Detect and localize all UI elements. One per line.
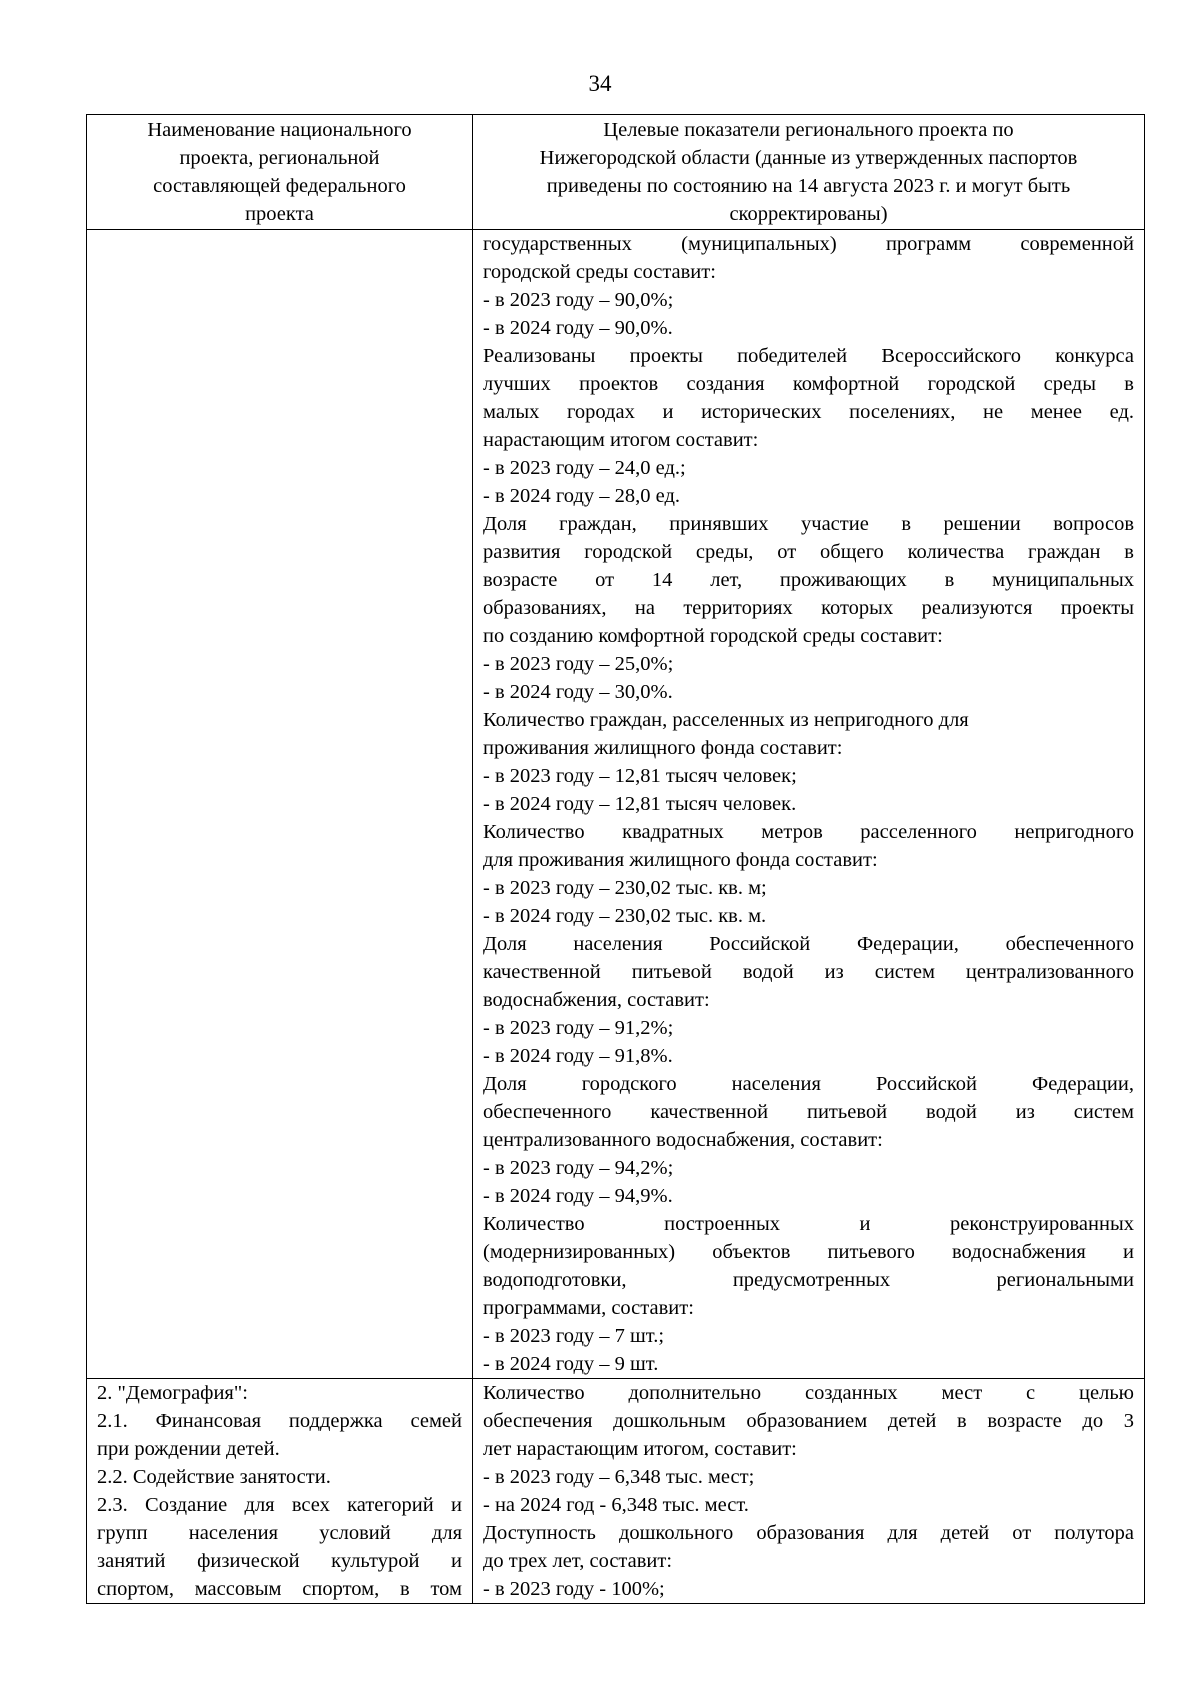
text-line: обеспечения дошкольным образованием детей в возрасте до 3 [483, 1410, 1134, 1432]
indicators-table [86, 114, 1145, 1604]
header-line: составляющей федерального [153, 175, 406, 197]
text-line: Количество дополнительно созданных мест с целью [483, 1382, 1134, 1404]
header-line: приведены по состоянию на 14 августа 2023 г. и могут быть [546, 175, 1071, 197]
text-line: возрасте от 14 лет, проживающих в муниципальных [483, 569, 1134, 591]
text-line: малых городах и исторических поселениях, не менее ед. [483, 401, 1134, 423]
text-line: - на 2024 год - 6,348 тыс. мест. [483, 1494, 749, 1516]
text-line: Реализованы проекты победителей Всероссийского конкурса [483, 345, 1134, 367]
text-line: централизованного водоснабжения, составит: [483, 1129, 883, 1151]
header-line: Нижегородской области (данные из утвержденных паспортов [539, 147, 1078, 169]
text-line: - в 2023 году – 6,348 тыс. мест; [483, 1466, 755, 1488]
text-line: спортом, массовым спортом, в том [97, 1578, 462, 1600]
text-line: - в 2024 году – 94,9%. [483, 1185, 673, 1207]
text-line: - в 2024 году – 12,81 тысяч человек. [483, 793, 797, 815]
header-line: Целевые показатели регионального проекта по [603, 119, 1014, 141]
row2-project-cell [87, 1379, 473, 1604]
header-national-project [87, 115, 473, 230]
text-line: (модернизированных) объектов питьевого водоснабжения и [483, 1241, 1134, 1263]
text-line: при рождении детей. [97, 1438, 280, 1460]
text-line: Доля населения Российской Федерации, обеспеченного [483, 933, 1134, 955]
text-line: - в 2023 году – 230,02 тыс. кв. м; [483, 877, 767, 899]
text-line: Доступность дошкольного образования для детей от полутора [483, 1522, 1134, 1544]
text-line: по созданию комфортной городской среды составит: [483, 625, 943, 647]
text-line: Количество построенных и реконструированных [483, 1213, 1134, 1235]
text-line: - в 2023 году – 12,81 тысяч человек; [483, 765, 797, 787]
header-target-indicators [473, 115, 1145, 230]
text-line: Доля городского населения Российской Федерации, [483, 1073, 1134, 1095]
header-line: проекта, региональной [179, 147, 380, 169]
text-line: Доля граждан, принявших участие в решении вопросов [483, 513, 1134, 535]
text-line: - в 2023 году – 25,0%; [483, 653, 674, 675]
text-line: качественной питьевой водой из систем централизованного [483, 961, 1134, 983]
text-line: программами, составит: [483, 1297, 694, 1319]
text-line: - в 2023 году – 24,0 ед.; [483, 457, 686, 479]
row1-project-cell [87, 230, 473, 1379]
text-line: образованиях, на территориях которых реализуются проекты [483, 597, 1134, 619]
text-line: нарастающим итогом составит: [483, 429, 759, 451]
text-line: развития городской среды, от общего количества граждан в [483, 541, 1134, 563]
text-line: городской среды составит: [483, 261, 716, 283]
table-row [87, 230, 1145, 1379]
text-line: 2.3. Создание для всех категорий и [97, 1494, 462, 1516]
text-line: 2. "Демография": [97, 1382, 248, 1404]
page-number: 34 [588, 71, 612, 96]
text-line: - в 2023 году – 91,2%; [483, 1017, 674, 1039]
text-line: - в 2024 году – 9 шт. [483, 1353, 659, 1375]
text-line: - в 2024 году – 90,0%. [483, 317, 673, 339]
row1-indicators-cell [473, 230, 1145, 1379]
text-line: обеспеченного качественной питьевой водой из систем [483, 1101, 1134, 1123]
text-line: - в 2023 году – 90,0%; [483, 289, 674, 311]
header-line: скорректированы) [729, 203, 888, 225]
header-line: проекта [245, 203, 314, 225]
text-line: проживания жилищного фонда составит: [483, 737, 843, 759]
text-line: до трех лет, составит: [483, 1550, 673, 1572]
text-line: занятий физической культурой и [97, 1550, 462, 1572]
text-line: лет нарастающим итогом, составит: [483, 1438, 797, 1460]
table-row [87, 1379, 1145, 1604]
text-line: - в 2024 году – 28,0 ед. [483, 485, 681, 507]
text-line: Количество квадратных метров расселенного непригодного [483, 821, 1134, 843]
text-line: государственных (муниципальных) программ современной [483, 233, 1134, 255]
text-line: - в 2023 году – 94,2%; [483, 1157, 674, 1179]
text-line: - в 2024 году – 230,02 тыс. кв. м. [483, 905, 767, 927]
header-line: Наименование национального [147, 119, 412, 141]
table-header-row [87, 115, 1145, 230]
text-line: Количество граждан, расселенных из непригодного для [483, 709, 969, 731]
text-line: водоснабжения, составит: [483, 989, 710, 1011]
text-line: 2.2. Содействие занятости. [97, 1466, 331, 1488]
text-line: - в 2024 году – 30,0%. [483, 681, 673, 703]
text-line: - в 2023 году – 7 шт.; [483, 1325, 665, 1347]
text-line: - в 2023 году - 100%; [483, 1578, 665, 1600]
text-line: - в 2024 году – 91,8%. [483, 1045, 673, 1067]
text-line: лучших проектов создания комфортной городской среды в [483, 373, 1134, 395]
text-line: групп населения условий для [97, 1522, 462, 1544]
text-line: 2.1. Финансовая поддержка семей [97, 1410, 462, 1432]
text-line: для проживания жилищного фонда составит: [483, 849, 878, 871]
row2-indicators-cell [473, 1379, 1145, 1604]
text-line: водоподготовки, предусмотренных региональными [483, 1269, 1134, 1291]
